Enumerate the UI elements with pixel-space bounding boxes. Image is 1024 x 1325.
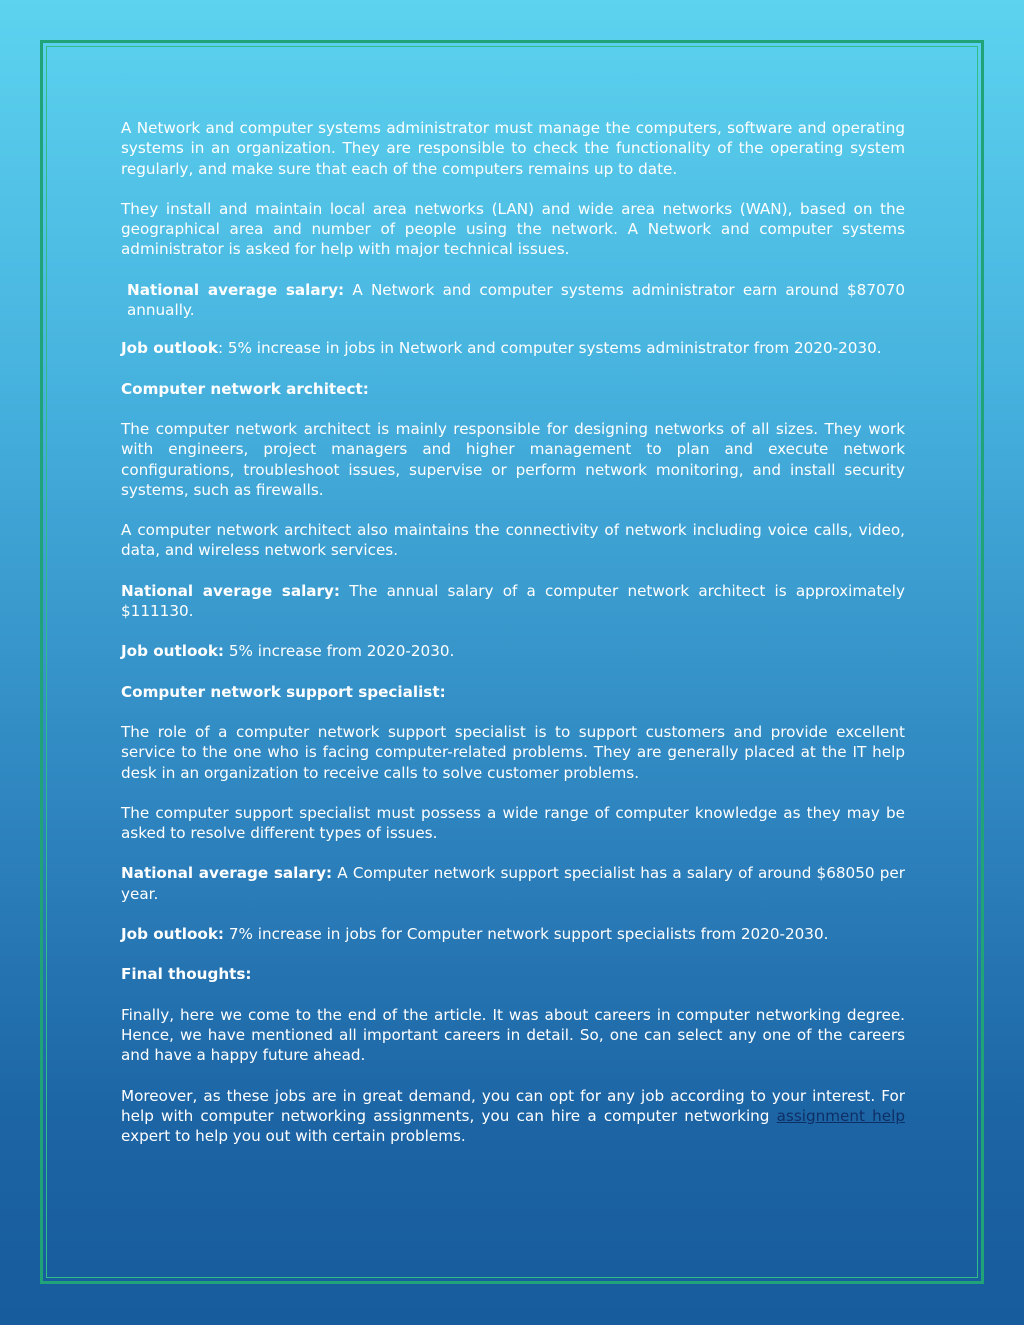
admin-salary-text: A Network and computer systems administrator earn around $87070 annually. — [127, 280, 905, 320]
admin-outlook-text: : 5% increase in jobs in Network and computer systems administrator from 2020-2030. — [217, 339, 882, 358]
admin-salary — [121, 280, 905, 321]
support-salary-text: A Computer network support specialist has a salary of around $68050 per year. — [121, 864, 905, 903]
support-outlook-text: 7% increase in jobs for Computer network support specialists from 2020-2030. — [224, 925, 829, 944]
architect-paragraph-2: A computer network architect also maintains the connectivity of network including voice calls, video, data, and wireless network services. — [121, 521, 905, 560]
admin-outlook — [121, 338, 905, 358]
support-heading: Computer network support specialist: — [121, 682, 446, 701]
architect-outlook-text: 5% increase from 2020-2030. — [224, 642, 455, 661]
admin-outlook-label: Job outlook — [121, 339, 218, 358]
architect-paragraph-1: The computer network architect is mainly responsible for designing networks of all sizes. They work with engineers, project managers and higher management to plan and execute network configurations, troubleshoot issues, supervise or perform network monitoring, and install security systems, such as firewalls. — [121, 419, 905, 499]
support-paragraph-2: The computer support specialist must possess a wide range of computer knowledge as they may be asked to resolve different types of issues. — [121, 803, 905, 843]
architect-salary-label: National average salary: — [121, 581, 340, 600]
support-salary-label: National average salary: — [121, 864, 333, 883]
architect-outlook — [121, 641, 905, 661]
architect-outlook-label: Job outlook: — [121, 642, 224, 661]
intro-paragraph-1: A Network and computer systems administrator must manage the computers, software and operating systems in an organization. They are responsible to check the functionality of the operating system regularly, and make sure that each of the computers remains up to date. — [121, 119, 905, 178]
final-paragraph-2-start: Moreover, as these jobs are in great demand, you can opt for any job according to your interest. For help with computer networking assignments, you can hire a computer networking — [121, 1086, 905, 1125]
architect-salary-text: The annual salary of a computer network architect is approximately $111130. — [121, 581, 905, 621]
final-heading: Final thoughts: — [121, 965, 252, 984]
article-body — [121, 118, 905, 1166]
intro-paragraph-2: They install and maintain local area networks (LAN) and wide area networks (WAN), based on the geographical area and number of people using the network. A Network and computer systems administrator is asked for help with major technical issues. — [121, 199, 905, 259]
assignment-help-link[interactable]: assignment help — [776, 1106, 905, 1125]
final-paragraph-1: Finally, here we come to the end of the article. It was about careers in computer networking degree. Hence, we have mentioned all important careers in detail. So, one can select any one of the careers and have a happy future ahead. — [121, 1005, 905, 1065]
support-paragraph-1: The role of a computer network support specialist is to support customers and provide excellent service to the one who is facing computer-related problems. They are generally placed at the IT help desk in an organization to receive calls to solve customer problems. — [121, 722, 905, 782]
admin-salary-label: National average salary: — [127, 280, 345, 299]
final-paragraph-2-end: expert to help you out with certain problems. — [121, 1127, 466, 1146]
architect-heading: Computer network architect: — [121, 379, 369, 398]
architect-salary — [121, 581, 905, 622]
support-outlook — [121, 924, 905, 944]
final-paragraph-2 — [121, 1086, 905, 1147]
support-outlook-label: Job outlook: — [121, 925, 224, 944]
support-salary — [121, 863, 905, 904]
